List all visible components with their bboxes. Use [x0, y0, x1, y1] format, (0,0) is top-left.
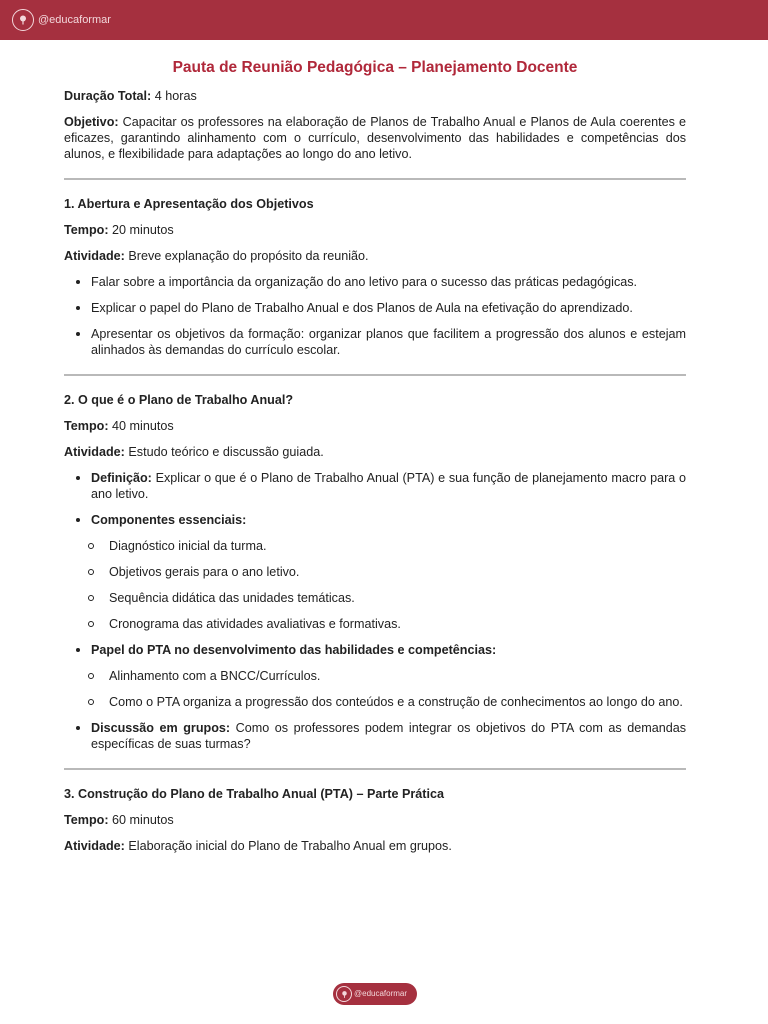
list-item: Explicar o papel do Plano de Trabalho Anual e dos Planos de Aula na efetivação do aprendizado.: [64, 300, 686, 316]
list-item: Como o PTA organiza a progressão dos conteúdos e a construção de conhecimentos ao longo do ano.: [64, 694, 686, 710]
header-bar: [0, 0, 768, 40]
section-3-heading: 3. Construção do Plano de Trabalho Anual (PTA) – Parte Prática: [64, 787, 444, 801]
section-3-time: Tempo: 60 minutos: [64, 813, 174, 827]
section-2-activity: Atividade: Estudo teórico e discussão guiada.: [64, 445, 324, 459]
section-3-activity: Atividade: Elaboração inicial do Plano de Trabalho Anual em grupos.: [64, 839, 452, 853]
list-item: Objetivos gerais para o ano letivo.: [64, 564, 686, 580]
list-item: Alinhamento com a BNCC/Currículos.: [64, 668, 686, 684]
section-2-bullets: [64, 470, 686, 528]
footer-handle: @educaformar: [354, 989, 408, 998]
section-1-activity: Atividade: Breve explanação do propósito da reunião.: [64, 249, 369, 263]
tree-logo-icon: [336, 986, 352, 1002]
divider: [64, 768, 686, 770]
tree-logo-icon: [12, 9, 34, 31]
list-item: Falar sobre a importância da organização do ano letivo para o sucesso das práticas pedagógicas.: [64, 274, 686, 290]
objective-paragraph: Objetivo: Capacitar os professores na elaboração de Planos de Trabalho Anual e Planos de Aula coerentes e eficazes, garantindo alinhamento com o currículo, desenvolvimento das habilidades e competências dos alunos, e flexibilidade para adaptações ao longo do ano letivo.: [64, 115, 686, 161]
divider: [64, 374, 686, 376]
page-title: Pauta de Reunião Pedagógica – Planejamento Docente: [172, 59, 578, 76]
divider: [64, 178, 686, 180]
list-item: Apresentar os objetivos da formação: organizar planos que facilitem a progressão dos alunos e estejam alinhados às demandas do currículo escolar.: [64, 326, 686, 358]
section-1-time: Tempo: 20 minutos: [64, 223, 174, 237]
section-2-time: Tempo: 40 minutos: [64, 419, 174, 433]
section-1-bullets: [64, 274, 686, 358]
footer-badge: [333, 983, 417, 1005]
list-item: Sequência didática das unidades temáticas.: [64, 590, 686, 606]
section-1-heading: 1. Abertura e Apresentação dos Objetivos: [64, 197, 314, 211]
list-item: Componentes essenciais:: [64, 512, 686, 528]
list-item: Definição: Explicar o que é o Plano de Trabalho Anual (PTA) e sua função de planejamento macro para o ano letivo.: [64, 470, 686, 502]
components-sublist: [64, 538, 686, 632]
role-sublist: [64, 668, 686, 710]
section-2-heading: 2. O que é o Plano de Trabalho Anual?: [64, 393, 294, 407]
list-item: Papel do PTA no desenvolvimento das habilidades e competências:: [64, 642, 686, 658]
list-item: Diagnóstico inicial da turma.: [64, 538, 686, 554]
duration-line: Duração Total: 4 horas: [64, 89, 197, 103]
list-item: Discussão em grupos: Como os professores podem integrar os objetivos do PTA com as demandas específicas de suas turmas?: [64, 720, 686, 752]
brand-handle: @educaformar: [38, 14, 111, 26]
document-body: [64, 58, 686, 864]
list-item: Cronograma das atividades avaliativas e formativas.: [64, 616, 686, 632]
